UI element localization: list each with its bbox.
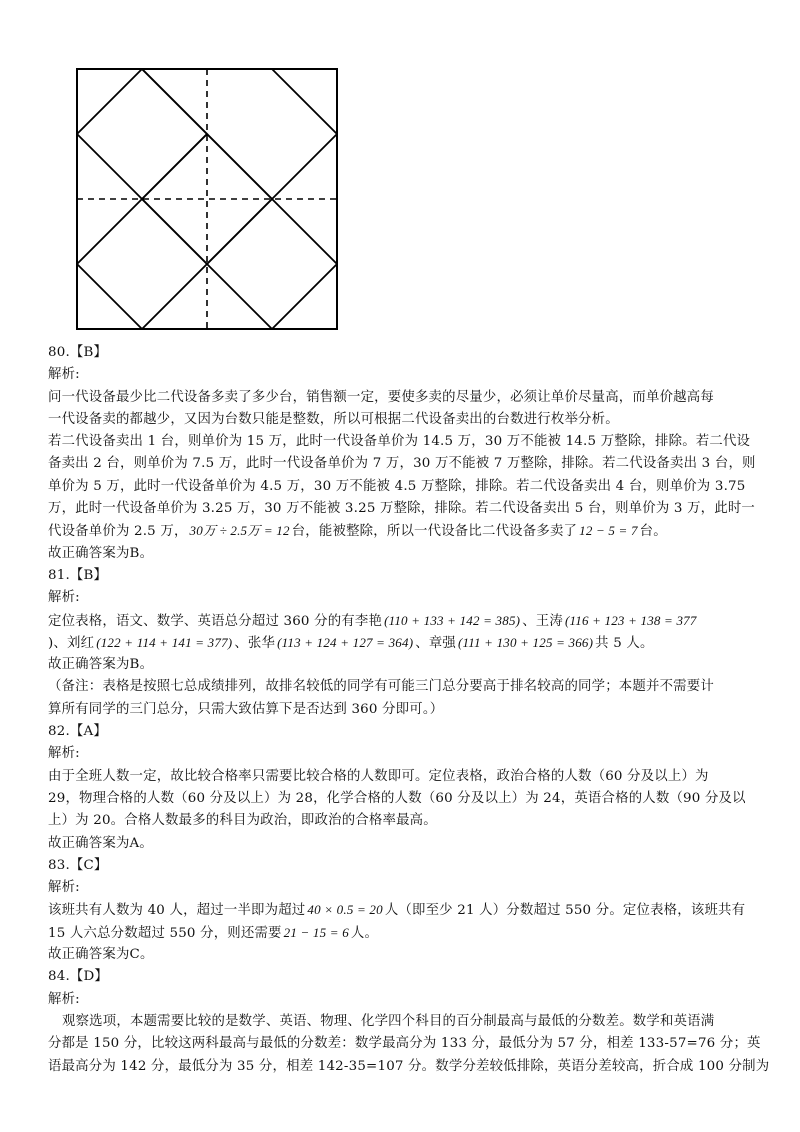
q81-l2-t1: 、张华 — [234, 635, 276, 651]
q82-number: 82.【A】 — [48, 724, 107, 740]
top-left-diamond — [77, 69, 207, 199]
q83-formula-1: 40 × 0.5 = 20 — [307, 902, 383, 918]
q83-number: 83.【C】 — [48, 857, 108, 873]
q81-l2-t2: 、章强 — [415, 635, 457, 651]
q82-l2: 29，物理合格的人数（60 分及以上）为 28，化学合格的人数（60 分及以上）为 24，英语合格的人数（90 分及以 — [48, 790, 746, 806]
q81-note-2: 算所有同学的三门总分，只需大致估算下是否达到 360 分即可。） — [48, 701, 444, 717]
q83-l1-post: 人（即至少 21 人）分数超过 550 分。定位表格，该班共有 — [384, 903, 746, 919]
q84-l3: 语最高分为 142 分，最低分为 35 分，相差 142-35=107 分。数学分差较低排除，英语分差较高，折合成 100 分制为 — [48, 1058, 770, 1074]
upper-diamond — [142, 69, 337, 199]
q83-jiexi: 解析: — [48, 880, 80, 896]
square-diamond-diagram — [76, 68, 338, 330]
bottom-left-diamond — [77, 199, 207, 329]
q81-number: 81.【B】 — [48, 567, 108, 583]
q80-p2e — [48, 520, 768, 542]
q81-jiexi: 解析: — [48, 590, 80, 606]
q80-number: 80.【B】 — [48, 345, 108, 360]
q83-l2-pre: 15 人六总分数超过 550 分，则还需要 — [48, 925, 282, 941]
q84-jiexi: 解析: — [48, 991, 80, 1007]
q81-formula-wang: (116 + 123 + 138 = 377 — [564, 612, 697, 628]
q80-p2a: 若二代设备卖出 1 台，则单价为 15 万，此时一代设备单价为 14.5 万，30 万不能被 14.5 万整除，排除。若二代设 — [48, 434, 751, 450]
q80-p1a: 问一代设备最少比二代设备多卖了多少台，销售额一定，要使多卖的尽量少，必须让单价尽量高，而单价越高每 — [48, 389, 714, 405]
q80-formula-2: 12 − 5 = 7 — [579, 523, 638, 539]
q84-l1: 观察选项，本题需要比较的是数学、英语、物理、化学四个科目的百分制最高与最低的分数差。数学和英语满 — [62, 1013, 715, 1029]
q83-l2 — [48, 922, 768, 944]
q80-p2e-mid: 台，能被整除，所以一代设备比二代设备多卖了 — [291, 524, 578, 540]
q81-l2-pre: )、刘红 — [48, 635, 95, 651]
q80-p2e-pre: 代设备单价为 2.5 万， — [48, 524, 188, 540]
q81-l1-mid: 、王涛 — [522, 613, 563, 629]
q81-l2 — [48, 632, 768, 654]
q80-p2b: 备卖出 2 台，则单价为 7.5 万，此时一代设备单价为 7 万，30 万不能被 7 万整除，排除。若二代设备卖出 3 台，则 — [48, 456, 756, 472]
q84-number: 84.【D】 — [48, 969, 109, 985]
q81-note-1: （备注：表格是按照七总成绩排列，故排名较低的同学有可能三门总分要高于排名较高的同学；本题并不需要计 — [48, 679, 714, 695]
q82-jiexi: 解析: — [48, 746, 80, 762]
q82-answer: 故正确答案为A。 — [48, 835, 154, 851]
q81-answer: 故正确答案为B。 — [48, 657, 154, 673]
q84-l2: 分都是 150 分，比较这两科最高与最低的分数差：数学最高分为 133 分，最低分为 57 分，相差 133-57=76 分；英 — [48, 1036, 761, 1052]
q81-formula-zhang: (113 + 124 + 127 = 364) — [277, 634, 414, 650]
q82-l1: 由于全班人数一定，故比较合格率只需要比较合格的人数即可。定位表格，政治合格的人数（60 分及以上）为 — [48, 768, 709, 784]
q83-l1 — [48, 899, 768, 921]
q81-formula-zhangqiang: (111 + 130 + 125 = 366) — [458, 634, 594, 650]
q80-jiexi: 解析: — [48, 367, 80, 383]
q83-l2-post: 人。 — [350, 925, 379, 941]
q83-answer: 故正确答案为C。 — [48, 947, 154, 963]
q80-formula-1: 30万 ÷ 2.5万 = 12 — [189, 523, 290, 539]
q80-p2e-post: 台。 — [639, 524, 667, 540]
q81-l1-pre: 定位表格，语文、数学、英语总分超过 360 分的有李艳 — [48, 613, 383, 629]
top-diamond — [142, 134, 272, 264]
q80-answer: 故正确答案为B。 — [48, 545, 154, 561]
q83-formula-2: 21 − 15 = 6 — [283, 924, 349, 940]
q83-l1-pre: 该班共有人数为 40 人，超过一半即为超过 — [48, 903, 306, 919]
q81-l1 — [48, 610, 768, 632]
q81-formula-liu: (122 + 114 + 141 = 377) — [96, 634, 233, 650]
q82-l3: 上）为 20。合格人数最多的科目为政治，即政治的合格率最高。 — [48, 813, 437, 829]
q80-p2d: 万，此时一代设备单价为 3.25 万，30 万不能被 3.25 万整除，排除。若二代设备卖出 5 台，则单价为 3 万，此时一 — [48, 501, 756, 517]
bottom-right-diamond — [207, 199, 337, 329]
q81-l2-post: 共 5 人。 — [595, 635, 654, 651]
q80-p2c: 单价为 5 万，此时一代设备单价为 4.5 万，30 万不能被 4.5 万整除，排除。若二代设备卖出 4 台，则单价为 3.75 — [48, 478, 746, 494]
q80-p1b: 一代设备卖的都越少，又因为台数只能是整数，所以可根据二代设备卖出的台数进行枚举分析。 — [48, 411, 619, 427]
q81-formula-li: (110 + 133 + 142 = 385) — [384, 612, 521, 628]
